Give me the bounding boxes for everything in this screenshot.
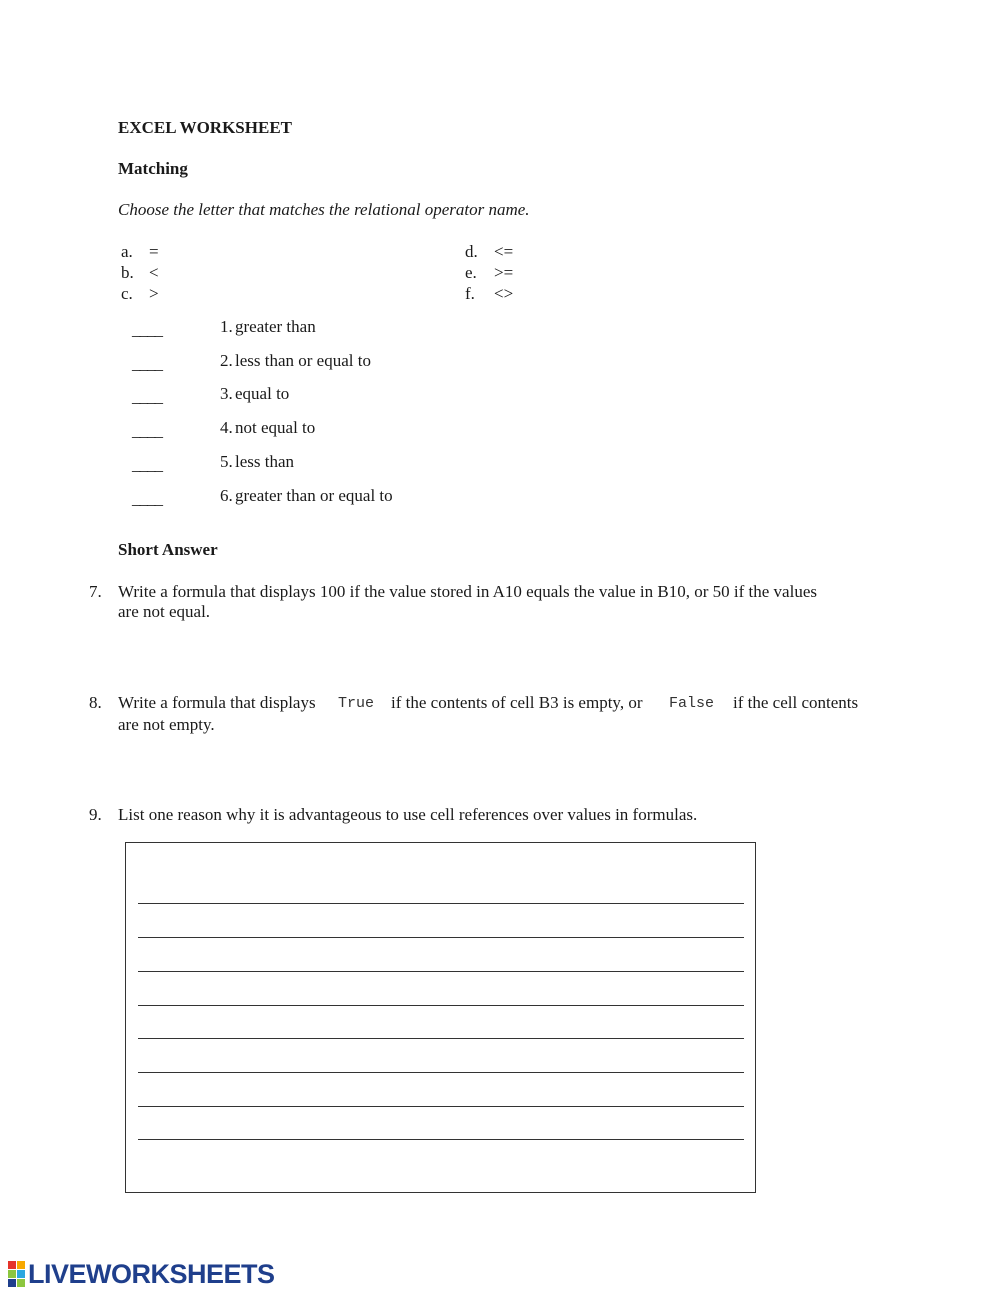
answer-line[interactable] bbox=[138, 937, 744, 938]
matching-instruction: Choose the letter that matches the relational operator name. bbox=[118, 200, 530, 219]
logo-block bbox=[17, 1261, 25, 1269]
logo-block bbox=[8, 1270, 16, 1278]
item-text-2: less than or equal to bbox=[235, 351, 371, 370]
item-number-6: 6. bbox=[220, 486, 233, 505]
option-c-letter: c. bbox=[121, 284, 133, 303]
item-text-1: greater than bbox=[235, 317, 316, 336]
logo-block bbox=[8, 1279, 16, 1287]
question-8-part2: if the contents of cell B3 is empty, or bbox=[391, 693, 643, 712]
answer-line[interactable] bbox=[138, 1038, 744, 1039]
option-a-letter: a. bbox=[121, 242, 133, 261]
item-number-5: 5. bbox=[220, 452, 233, 471]
question-8-part3: if the cell contents bbox=[733, 693, 859, 712]
option-f-letter: f. bbox=[465, 284, 475, 303]
answer-blank-3[interactable]: ____ bbox=[132, 387, 162, 406]
item-text-6: greater than or equal to bbox=[235, 486, 393, 505]
answer-line[interactable] bbox=[138, 1106, 744, 1107]
logo-block bbox=[17, 1279, 25, 1287]
answer-blank-6[interactable]: ____ bbox=[132, 489, 162, 508]
question-9-text: List one reason why it is advantageous to use cell references over values in formulas. bbox=[118, 805, 698, 824]
answer-line[interactable] bbox=[138, 971, 744, 972]
option-b-symbol: < bbox=[149, 263, 159, 282]
answer-blank-4[interactable]: ____ bbox=[132, 421, 162, 440]
item-number-1: 1. bbox=[220, 317, 233, 336]
option-e-letter: e. bbox=[465, 263, 477, 282]
answer-box[interactable] bbox=[125, 842, 756, 1193]
logo-block bbox=[17, 1270, 25, 1278]
matching-heading: Matching bbox=[118, 159, 188, 178]
worksheet-title: EXCEL WORKSHEET bbox=[118, 118, 292, 137]
answer-line[interactable] bbox=[138, 1005, 744, 1006]
item-text-4: not equal to bbox=[235, 418, 316, 437]
question-8-line2: are not empty. bbox=[118, 715, 215, 734]
option-c-symbol: > bbox=[149, 284, 159, 303]
answer-blank-1[interactable]: ____ bbox=[132, 320, 162, 339]
answer-line[interactable] bbox=[138, 1139, 744, 1140]
logo-block bbox=[8, 1261, 16, 1269]
question-7-number: 7. bbox=[89, 582, 102, 601]
option-d-letter: d. bbox=[465, 242, 478, 261]
question-8-part1: Write a formula that displays bbox=[118, 693, 316, 712]
answer-blank-5[interactable]: ____ bbox=[132, 455, 162, 474]
question-8-number: 8. bbox=[89, 693, 102, 712]
question-7-line1: Write a formula that displays 100 if the value stored in A10 equals the value in B10, or 50 if the values bbox=[118, 582, 817, 601]
option-e-symbol: >= bbox=[494, 263, 514, 282]
logo-mark-icon bbox=[8, 1261, 25, 1287]
answer-line[interactable] bbox=[138, 1072, 744, 1073]
option-a-symbol: = bbox=[149, 242, 159, 261]
question-7-line2: are not equal. bbox=[118, 602, 211, 621]
answer-line[interactable] bbox=[138, 903, 744, 904]
item-number-2: 2. bbox=[220, 351, 233, 370]
option-b-letter: b. bbox=[121, 263, 134, 282]
item-number-3: 3. bbox=[220, 384, 233, 403]
question-8-code-false: False bbox=[669, 695, 715, 712]
answer-blank-2[interactable]: ____ bbox=[132, 354, 162, 373]
option-d-symbol: <= bbox=[494, 242, 514, 261]
item-text-5: less than bbox=[235, 452, 295, 471]
option-f-symbol: <> bbox=[494, 284, 514, 303]
short-answer-heading: Short Answer bbox=[118, 540, 218, 559]
item-number-4: 4. bbox=[220, 418, 233, 437]
item-text-3: equal to bbox=[235, 384, 290, 403]
question-8-code-true: True bbox=[338, 695, 375, 712]
liveworksheets-logo bbox=[8, 1260, 275, 1288]
logo-text: LIVEWORKSHEETS bbox=[28, 1259, 275, 1289]
question-9-number: 9. bbox=[89, 805, 102, 824]
